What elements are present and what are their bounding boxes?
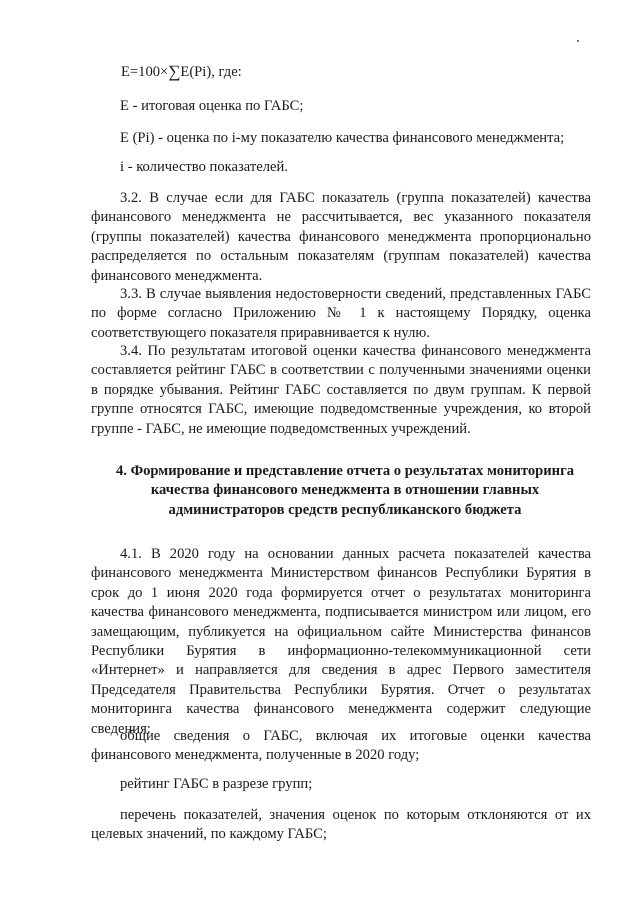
sum-symbol: ∑: [168, 62, 181, 81]
paragraph-3-2: 3.2. В случае если для ГАБС показатель (группа показателей) качества финансового менеджмента не рассчитывается, вес указанного показателя (группы показателей) качества финансового менеджмента пропорционально распределяется по остальным показателям (группам показателей) качества финансового менеджмента.: [91, 190, 591, 284]
section-4-heading: 4. Формирование и представление отчета о результатах мониторинга качества финансового менеджмента в отношении главных администраторов средств республиканского бюджета: [115, 463, 574, 518]
definition-indicator-count: i - количество показателей.: [120, 159, 288, 175]
definition-total-score: E - итоговая оценка по ГАБС;: [120, 98, 304, 114]
list-item-deviations: перечень показателей, значения оценок по которым отклоняются от их целевых значений, по каждому ГАБС;: [91, 807, 591, 843]
formula-lhs: E=100×: [121, 64, 169, 80]
paragraph-4-1: 4.1. В 2020 году на основании данных расчета показателей качества финансового менеджмента Министерством финансов Республики Бурятия в срок до 1 июня 2020 года формируется отчет о результатах мониторинга качества финансового менеджмента, подписывается министром или лицом, его замещающим, публикуется на официальном сайте Министерства финансов Республики Бурятия в информационно-телекоммуникационной сети «Интернет» и направляется для сведения в адрес Первого заместителя Председателя Правительства Республики Бурятия. Отчет о результатах мониторинга качества финансового менеджмента содержит следующие сведения:: [91, 546, 591, 737]
paragraph-3-3: 3.3. В случае выявления недостоверности сведений, представленных ГАБС по форме согласно Приложению № 1 к настоящему Порядку, оценка соответствующего показателя приравнивается к нулю.: [91, 286, 591, 341]
scan-dot: [577, 40, 579, 42]
paragraph-3-4: 3.4. По результатам итоговой оценки качества финансового менеджмента составляется рейтинг ГАБС в соответствии с полученными значениями оценки в порядке убывания. Рейтинг ГАБС составляется по двум группам. К первой группе относятся ГАБС, имеющие подведомственные учреждения, ко второй группе - ГАБС, не имеющие подведомственных учреждений.: [91, 343, 591, 437]
formula-rhs: E(Pi), где:: [180, 64, 242, 80]
list-item-rating: рейтинг ГАБС в разрезе групп;: [120, 776, 313, 792]
definition-indicator-score: E (Pi) - оценка по i-му показателю качества финансового менеджмента;: [120, 130, 565, 146]
list-item-general-info: общие сведения о ГАБС, включая их итоговые оценки качества финансового менеджмента, полученные в 2020 году;: [91, 728, 591, 764]
formula: [121, 63, 242, 81]
